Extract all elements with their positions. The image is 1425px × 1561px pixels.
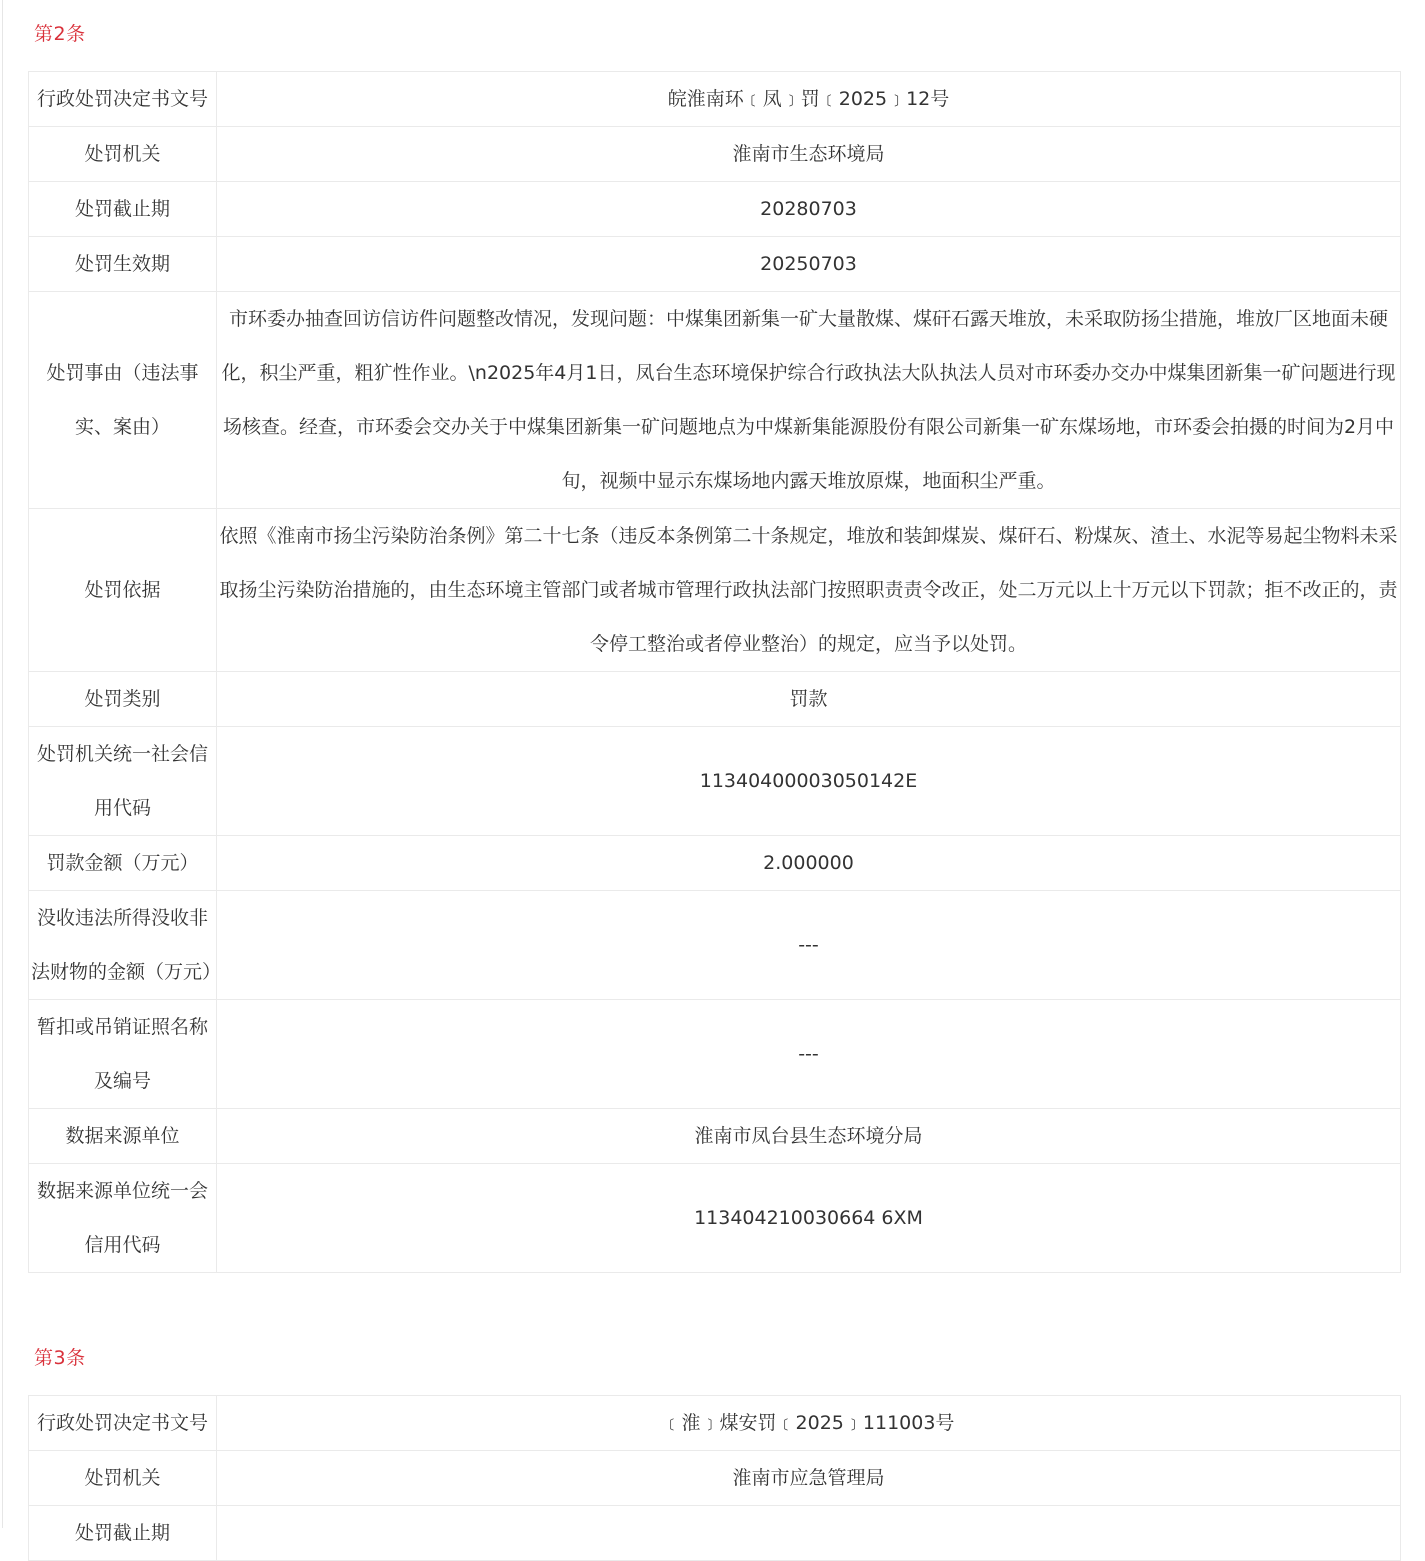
penalty-record-table — [28, 1395, 1401, 1561]
field-value — [217, 1506, 1401, 1561]
field-value: 依照《淮南市扬尘污染防治条例》第二十七条（违反本条例第二十条规定，堆放和装卸煤炭、煤矸石、粉煤灰、渣土、水泥等易起尘物料未采取扬尘污染防治措施的，由生态环境主管部门或者城市管理行政执法部门按照职责责令改正，处二万元以上十万元以下罚款；拒不改正的，责令停工整治或者停业整治）的规定，应当予以处罚。 — [217, 509, 1401, 672]
table-row — [29, 72, 1401, 127]
table-row — [29, 127, 1401, 182]
table-row — [29, 182, 1401, 237]
field-value: 淮南市生态环境局 — [217, 127, 1401, 182]
field-value: 淮南市凤台县生态环境分局 — [217, 1109, 1401, 1164]
table-row — [29, 509, 1401, 672]
field-label: 行政处罚决定书文号 — [29, 1396, 217, 1451]
field-label: 行政处罚决定书文号 — [29, 72, 217, 127]
table-row — [29, 672, 1401, 727]
field-value: 11340400003050142E — [217, 727, 1401, 836]
field-label: 罚款金额（万元） — [29, 836, 217, 891]
field-value: 2.000000 — [217, 836, 1401, 891]
table-row — [29, 727, 1401, 836]
table-row — [29, 836, 1401, 891]
field-label: 没收违法所得没收非法财物的金额（万元） — [29, 891, 217, 1000]
table-row — [29, 1109, 1401, 1164]
field-label: 处罚类别 — [29, 672, 217, 727]
field-value: 113404210030664 6XM — [217, 1164, 1401, 1273]
table-row — [29, 1000, 1401, 1109]
field-label: 处罚截止期 — [29, 1506, 217, 1561]
table-row — [29, 1396, 1401, 1451]
entry-heading: 第2条 — [34, 23, 86, 45]
field-label: 处罚生效期 — [29, 237, 217, 292]
field-label: 数据来源单位统一会信用代码 — [29, 1164, 217, 1273]
entry-heading: 第3条 — [34, 1347, 86, 1369]
field-value: 淮南市应急管理局 — [217, 1451, 1401, 1506]
field-label: 数据来源单位 — [29, 1109, 217, 1164]
field-label: 处罚截止期 — [29, 182, 217, 237]
field-value: 市环委办抽查回访信访件问题整改情况，发现问题：中煤集团新集一矿大量散煤、煤矸石露天堆放，未采取防扬尘措施，堆放厂区地面未硬化，积尘严重，粗犷性作业。\n2025年4月1日，凤台生态环境保护综合行政执法大队执法人员对市环委办交办中煤集团新集一矿问题进行现场核查。经查，市环委会交办关于中煤集团新集一矿问题地点为中煤新集能源股份有限公司新集一矿东煤场地，市环委会拍摄的时间为2月中旬，视频中显示东煤场地内露天堆放原煤，地面积尘严重。 — [217, 292, 1401, 509]
field-label: 处罚依据 — [29, 509, 217, 672]
table-row — [29, 1164, 1401, 1273]
table-row — [29, 1506, 1401, 1561]
field-label: 暂扣或吊销证照名称及编号 — [29, 1000, 217, 1109]
field-label: 处罚机关统一社会信用代码 — [29, 727, 217, 836]
field-label: 处罚机关 — [29, 1451, 217, 1506]
field-value: 皖淮南环﹝凤﹞罚﹝2025﹞12号 — [217, 72, 1401, 127]
table-row — [29, 891, 1401, 1000]
field-value: 20250703 — [217, 237, 1401, 292]
penalty-record-table — [28, 71, 1401, 1273]
field-label: 处罚事由（违法事实、案由） — [29, 292, 217, 509]
field-label: 处罚机关 — [29, 127, 217, 182]
field-value: ﹝淮﹞煤安罚﹝2025﹞111003号 — [217, 1396, 1401, 1451]
field-value: 20280703 — [217, 182, 1401, 237]
table-row — [29, 237, 1401, 292]
field-value: --- — [217, 1000, 1401, 1109]
table-row — [29, 292, 1401, 509]
field-value: 罚款 — [217, 672, 1401, 727]
field-value: --- — [217, 891, 1401, 1000]
table-row — [29, 1451, 1401, 1506]
